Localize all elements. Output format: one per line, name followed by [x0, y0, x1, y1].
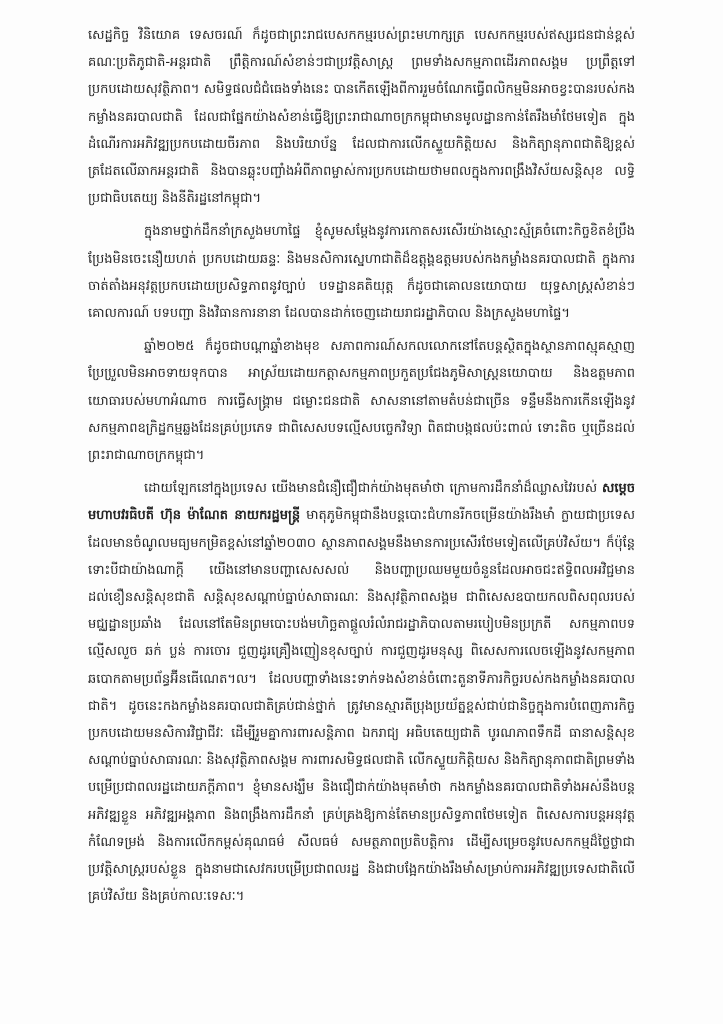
paragraph-4	[88, 475, 635, 910]
paragraph-4-text-start: ដោយឡែកនៅក្នុងប្រទេស យើងមានជំនឿជឿជាក់យ៉ាងមុតមាំថា ក្រោមការដឹកនាំដ៏ឈ្លាសវៃរបស់	[144, 481, 602, 497]
paragraph-2-text: ក្នុងនាមថ្នាក់ដឹកនាំក្រសួងមហាផ្ទៃ ខ្ញុំសូមសម្តែងនូវការកោតសរសើរយ៉ាងស្មោះស្ម័គ្រចំពោះកិច្ចខិតខំប្រឹងប្រែងមិនចេះនឿយហត់ ប្រកបដោយឆន្ទៈ និងមនសិការស្នេហាជាតិដ៏ឧត្តុង្គឧត្តមរបស់កងកម្លាំងនគរបាលជាតិ ក្នុងការចាត់តាំងអនុវត្តប្រកបដោយប្រសិទ្ធភាពនូវច្បាប់ បទដ្ឋានគតិយុត្ត ក៏ដូចជាគោលនយោបាយ យុទ្ធសាស្ត្រសំខាន់ៗ គោលការណ៍ បទបញ្ជា និងវិធានការនានា ដែលបានដាក់ចេញដោយរាជរដ្ឋាភិបាល និងក្រសួងមហាផ្ទៃ។	[88, 224, 635, 322]
paragraph-4-text-end: មាតុភូមិកម្ពុជានឹងបន្តបោះជំហានរីកចម្រើនយ៉ាងរឹងមាំ ក្លាយជាប្រទេសដែលមានចំណូលមធ្យមកម្រិតខ្ពស់នៅឆ្នាំ២០៣០ ស្ថានភាពសង្គមនឹងមានការប្រសើរថែមទៀតលើគ្រប់វិស័យ។ ក៏ប៉ុន្តែទោះបីជាយ៉ាងណាក្តី យើងនៅមានបញ្ហាសេសសល់ និងបញ្ហាប្រឈមមួយចំនួនដែលអាចជះឥទ្ធិពលអវិជ្ជមានដល់ខឿនសន្តិសុខជាតិ សន្តិសុខសណ្តាប់ធ្នាប់សាធារណៈ និងសុវត្ថិភាពសង្គម ជាពិសេសឧបាយកលពិសពុលរបស់មជ្ឈដ្ឋានប្រឆាំង ដែលនៅតែមិនព្រមបោះបង់មហិច្ឆតាផ្តួលរំលំរាជរដ្ឋាភិបាលតាមរបៀបមិនប្រក្រតី សកម្មភាពបទល្មើសលួច ឆក់ ប្លន់ ការចោរ ជួញដូរគ្រឿងញៀនខុសច្បាប់ ការជួញដូរមនុស្ស ពិសេសការលេចឡើងនូវសកម្មភាពឆបោកតាមប្រព័ន្ធអ៊ីនធើណេត។ល។ ដែលបញ្ហាទាំងនេះទាក់ទងសំខាន់ចំពោះតួនាទីភារកិច្ចរបស់កងកម្លាំងនគរបាលជាតិ។ ដូចនេះកងកម្លាំងនគរបាលជាតិគ្រប់ជាន់ថ្នាក់ ត្រូវមានស្មារតីប្រុងប្រយ័ត្នខ្ពស់ជាប់ជានិច្ចក្នុងការបំពេញភារកិច្ច ប្រកបដោយមនសិការវិជ្ជាជីវៈ ដើម្បីរួមគ្នាការពារសន្តិភាព ឯករាជ្យ អធិបតេយ្យជាតិ បូរណភាពទឹកដី ធានាសន្តិសុខសណ្តាប់ធ្នាប់សាធារណៈ និងសុវត្ថិភាពសង្គម ការពារសមិទ្ធផលជាតិ លើកស្ទួយកិត្តិយស និងកិត្យានុភាពជាតិព្រមទាំងបម្រើប្រជាពលរដ្ឋដោយភក្តីភាព។ ខ្ញុំមានសង្ឃឹម និងជឿជាក់យ៉ាងមុតមាំថា កងកម្លាំងនគរបាលជាតិទាំងអស់នឹងបន្តអភិវឌ្ឍខ្លួន អភិវឌ្ឍអង្គភាព និងពង្រឹងការដឹកនាំ គ្រប់គ្រងឱ្យកាន់តែមានប្រសិទ្ធភាពថែមទៀត ពិសេសការបន្តអនុវត្តកំណែទម្រង់ និងការលើកកម្ពស់គុណធម៌ សីលធម៌ សមត្ថភាពប្រតិបត្តិការ ដើម្បីសម្រេចនូវបេសកកម្មដ៏ថ្លៃថ្លាជាប្រវត្តិសាស្ត្ររបស់ខ្លួន ក្នុងនាមជាសេវករបម្រើប្រជាពលរដ្ឋ និងជាបង្អែកយ៉ាងរឹងមាំសម្រាប់ការអភិវឌ្ឍប្រទេសជាតិលើគ្រប់វិស័យ និងគ្រប់កាលៈទេសៈ។	[88, 508, 635, 905]
prime-minister-name: សម្តេចមហាបវរធិបតី ហ៊ុន ម៉ាណែត នាយករដ្ឋមន្ត្រី	[88, 481, 635, 524]
paragraph-2	[88, 218, 635, 327]
paragraph-1-text: សេដ្ឋកិច្ច វិនិយោគ ទេសចរណ៍ ក៏ដូចជាព្រះរាជបេសកកម្មរបស់ព្រះមហាក្សត្រ បេសកកម្មរបស់ឥស្សរជនជាន់ខ្ពស់ គណៈប្រតិភូជាតិ-អន្តរជាតិ ព្រឹត្តិការណ៍សំខាន់ៗជាប្រវត្តិសាស្ត្រ ព្រមទាំងសកម្មភាពដើរភាពសង្គម ប្រព្រឹត្តទៅប្រកបដោយសុវត្ថិភាព។ សមិទ្ធផលជំជំធេងទាំងនេះ បានកើតឡើងពីការរួមចំណែកធ្វើពលិកម្មមិនអាចខ្វះបានរបស់កងកម្លាំងនគរបាលជាតិ ដែលជាផ្នែកយ៉ាងសំខាន់ធ្វើឱ្យព្រះរាជាណាចក្រកម្ពុជាមានមូលដ្ឋានកាន់តែរឹងមាំថែមទៀត ក្នុងដំណើរការអភិវឌ្ឍប្រកបដោយចីរភាព និងបរិយាប័ន្ន ដែលជាការលើកស្ទួយកិត្តិយស និងកិត្យានុភាពជាតិឱ្យខ្ពស់ត្រដែតលើឆាកអន្តរជាតិ និងបានឆ្លុះបញ្ចាំងអំពីភាពម្ចាស់ការប្រកបដោយថាមពលក្នុងការពង្រឹងវិស័យសន្តិសុខ លទ្ធិប្រជាធិបតេយ្យ និងនីតិរដ្ឋនៅកម្ពុជា។	[88, 28, 635, 207]
paragraph-3-text: ឆ្នាំ២០២៥ ក៏ដូចជាបណ្តាឆ្នាំខាងមុខ សភាពការណ៍សកលលោកនៅតែបន្តស្ថិតក្នុងស្ថានភាពស្មុគស្មាញ ប្រែប្រួលមិនអាចទាយទុកបាន អាស្រ័យដោយកត្តាសកម្មភាពប្រកួតប្រជែងភូមិសាស្ត្រនយោបាយ និងឧត្តមភាពយោធារបស់មហាអំណាច ការធ្វើសង្គ្រាម ជម្លោះជនជាតិ សាសនានៅតាមតំបន់ជាច្រើន ទន្ទឹមនឹងការកើនឡើងនូវសកម្មភាពឧក្រិដ្ឋកម្មឆ្លងដែនគ្រប់ប្រភេទ ជាពិសេសបទល្មើសបច្ចេកវិទ្យា ពិតជាបង្កផលប៉ះពាល់ ទោះតិច ឬច្រើនដល់ព្រះរាជាណាចក្រកម្ពុជា។	[88, 339, 635, 464]
paragraph-1	[88, 22, 635, 212]
paragraph-3	[88, 333, 635, 469]
